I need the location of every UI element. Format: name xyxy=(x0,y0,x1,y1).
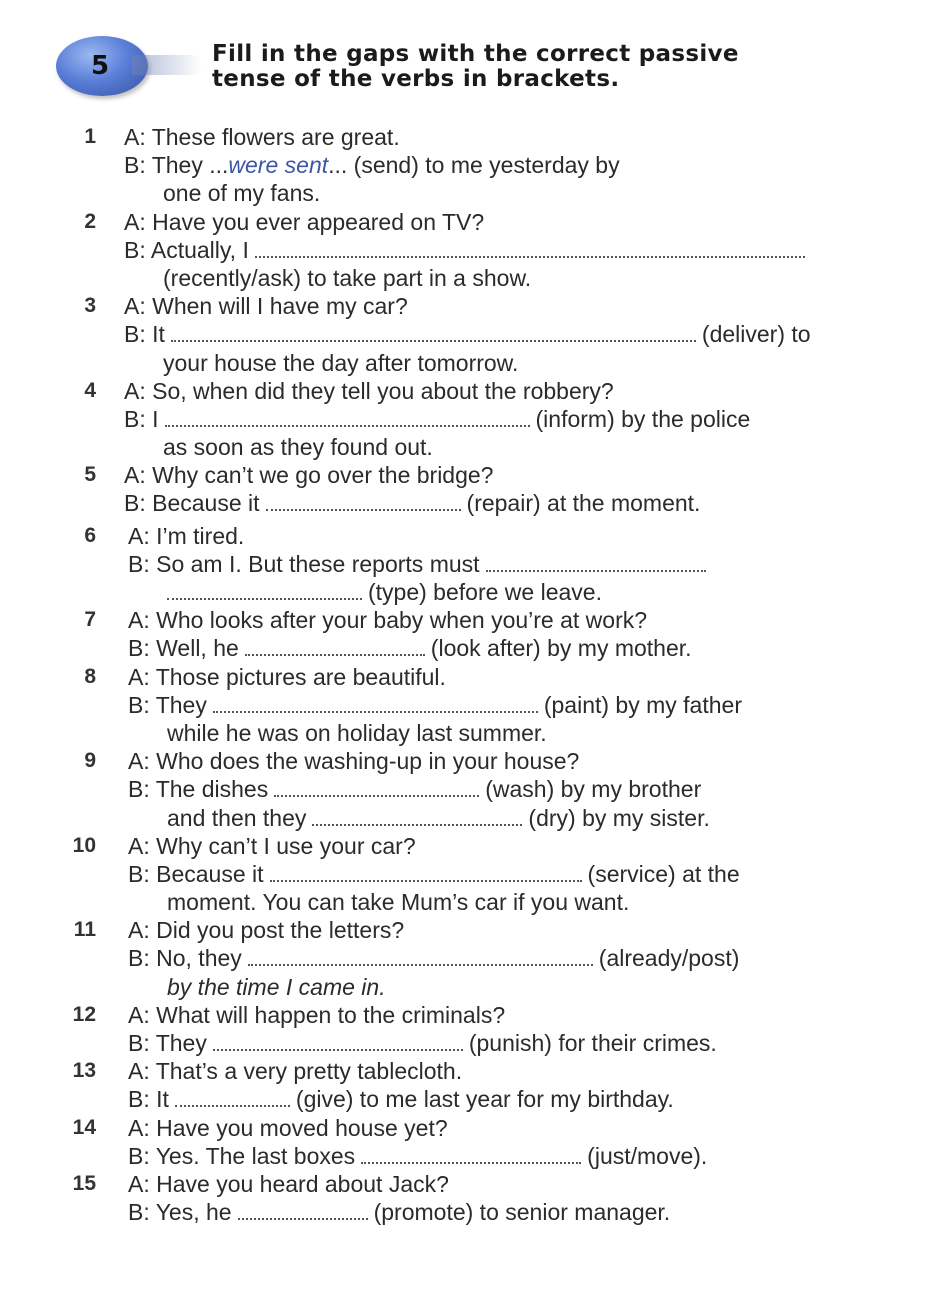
answer-blank[interactable] xyxy=(165,406,530,427)
verb-hint: (promote) to senior manager. xyxy=(373,1199,671,1226)
verb-hint-second: (dry) by my sister. xyxy=(528,804,710,831)
instruction-line-2: tense of the verbs in brackets. xyxy=(212,66,620,92)
continuation-text: (recently/ask) to take part in a show. xyxy=(163,264,532,291)
verb-hint: (deliver) to xyxy=(701,321,811,348)
item-number: 11 xyxy=(73,918,96,942)
item-number: 8 xyxy=(84,664,96,688)
item-number: 15 xyxy=(72,1171,96,1195)
exercise-item-12 xyxy=(0,1001,941,1057)
answer-blank[interactable] xyxy=(213,692,538,713)
answer-blank[interactable] xyxy=(175,1086,290,1107)
exercise-instruction xyxy=(212,42,912,92)
item-number: 3 xyxy=(84,294,96,318)
verb-hint: (wash) by my brother xyxy=(485,776,702,803)
verb-hint: (just/move). xyxy=(587,1142,708,1169)
continuation-text: and then they xyxy=(167,804,307,831)
speaker-a-line: A: So, when did they tell you about the robbery? xyxy=(124,377,614,404)
item-number: 12 xyxy=(72,1002,96,1026)
speaker-a-line: A: These flowers are great. xyxy=(124,124,400,150)
item-number: 1 xyxy=(84,125,96,148)
speaker-a-line: A: That’s a very pretty tablecloth. xyxy=(128,1058,463,1085)
answer-blank[interactable] xyxy=(171,321,696,342)
exercise-item-14 xyxy=(0,1114,941,1170)
speaker-b-text: B: It xyxy=(124,321,165,348)
item-number: 2 xyxy=(84,209,96,233)
exercise-item-8 xyxy=(0,663,941,748)
exercise-item-7 xyxy=(0,606,941,662)
speaker-b-text: B: Because it xyxy=(128,860,264,887)
continuation-text: while he was on holiday last summer. xyxy=(167,719,547,746)
speaker-a-line: A: What will happen to the criminals? xyxy=(128,1001,506,1028)
speaker-b-text: B: Actually, I xyxy=(124,236,249,263)
item-number: 10 xyxy=(72,833,96,857)
exercise-list xyxy=(0,123,941,1226)
continuation-text: moment. You can take Mum’s car if you want. xyxy=(167,889,630,916)
exercise-item-13 xyxy=(0,1057,941,1113)
item-number: 6 xyxy=(84,523,96,547)
verb-hint: (punish) for their crimes. xyxy=(468,1030,717,1056)
speaker-a-line: A: Have you moved house yet? xyxy=(128,1114,448,1141)
verb-hint: (service) at the xyxy=(587,860,740,887)
item-number: 13 xyxy=(72,1059,96,1083)
continuation-text: by the time I came in. xyxy=(167,973,386,1000)
instruction-line-1: Fill in the gaps with the correct passive xyxy=(212,41,739,67)
exercise-item-1 xyxy=(0,123,941,208)
item-number: 14 xyxy=(72,1115,96,1139)
speaker-a-line: A: Did you post the letters? xyxy=(128,917,405,944)
speaker-a-line: A: Have you heard about Jack? xyxy=(128,1170,449,1197)
speaker-a-line: A: Have you ever appeared on TV? xyxy=(124,208,485,235)
answer-blank[interactable] xyxy=(266,490,461,511)
speaker-b-text: B: Yes. The last boxes xyxy=(128,1142,356,1169)
answer-blank[interactable] xyxy=(361,1143,581,1164)
speaker-b-text: B: They xyxy=(128,1030,207,1056)
speaker-a-line: A: Why can’t we go over the bridge? xyxy=(124,462,494,489)
continuation-text: one of my fans. xyxy=(163,180,321,207)
speaker-a-line: A: Those pictures are beautiful. xyxy=(128,663,446,690)
speaker-a-line: A: Who looks after your baby when you’re at work? xyxy=(128,607,648,634)
answer-blank[interactable] xyxy=(255,237,805,258)
exercise-item-5 xyxy=(0,461,941,517)
speaker-a-line: A: When will I have my car? xyxy=(124,293,408,320)
verb-hint: (type) before we leave. xyxy=(368,579,602,605)
exercise-item-2 xyxy=(0,208,941,293)
exercise-item-9 xyxy=(0,747,941,832)
speaker-b-text: B: So am I. But these reports must xyxy=(128,550,480,577)
speaker-b-text: B: Well, he xyxy=(128,635,239,662)
answer-blank[interactable] xyxy=(486,551,706,572)
exercise-item-10 xyxy=(0,832,941,917)
speaker-b-text: B: No, they xyxy=(128,945,242,972)
answer-blank-second[interactable] xyxy=(312,805,522,826)
answer-blank[interactable] xyxy=(238,1199,368,1220)
exercise-number: 5 xyxy=(90,51,110,81)
example-answer: were sent xyxy=(228,152,329,179)
item-number: 4 xyxy=(84,378,96,402)
answer-blank[interactable] xyxy=(245,635,425,656)
item-number: 9 xyxy=(84,749,96,773)
verb-hint: ... (send) to me yesterday by xyxy=(328,152,620,179)
speaker-b-text: B: Yes, he xyxy=(128,1199,232,1226)
exercise-item-11 xyxy=(0,916,941,1001)
verb-hint: (look after) by my mother. xyxy=(430,635,692,662)
speaker-b-text: B: They ... xyxy=(124,152,229,179)
continuation-text: as soon as they found out. xyxy=(163,434,433,461)
verb-hint: (inform) by the police xyxy=(535,405,751,432)
item-number: 5 xyxy=(84,463,96,487)
speaker-b-text: B: The dishes xyxy=(128,776,269,803)
item-number: 7 xyxy=(84,608,96,632)
verb-hint: (paint) by my father xyxy=(543,691,742,718)
speaker-b-text: B: It xyxy=(128,1086,169,1113)
speaker-b-text: B: They xyxy=(128,691,207,718)
exercise-item-4 xyxy=(0,377,941,462)
badge-decoration xyxy=(132,55,202,75)
answer-blank-continued[interactable] xyxy=(167,579,362,600)
speaker-b-text: B: Because it xyxy=(124,490,260,517)
verb-hint: (already/post) xyxy=(598,945,740,972)
speaker-a-line: A: Why can’t I use your car? xyxy=(128,832,416,859)
answer-blank[interactable] xyxy=(270,861,582,882)
answer-blank[interactable] xyxy=(274,776,479,797)
speaker-a-line: A: Who does the washing-up in your house? xyxy=(128,748,580,775)
exercise-item-15 xyxy=(0,1170,941,1226)
speaker-b-text: B: I xyxy=(124,405,159,432)
verb-hint: (repair) at the moment. xyxy=(466,490,701,517)
speaker-a-line: A: I’m tired. xyxy=(128,522,245,549)
answer-blank[interactable] xyxy=(213,1030,463,1051)
exercise-item-6 xyxy=(0,522,941,607)
continuation-text: your house the day after tomorrow. xyxy=(163,349,519,376)
verb-hint: (give) to me last year for my birthday. xyxy=(295,1086,674,1113)
exercise-item-3 xyxy=(0,292,941,377)
answer-blank[interactable] xyxy=(248,945,593,966)
